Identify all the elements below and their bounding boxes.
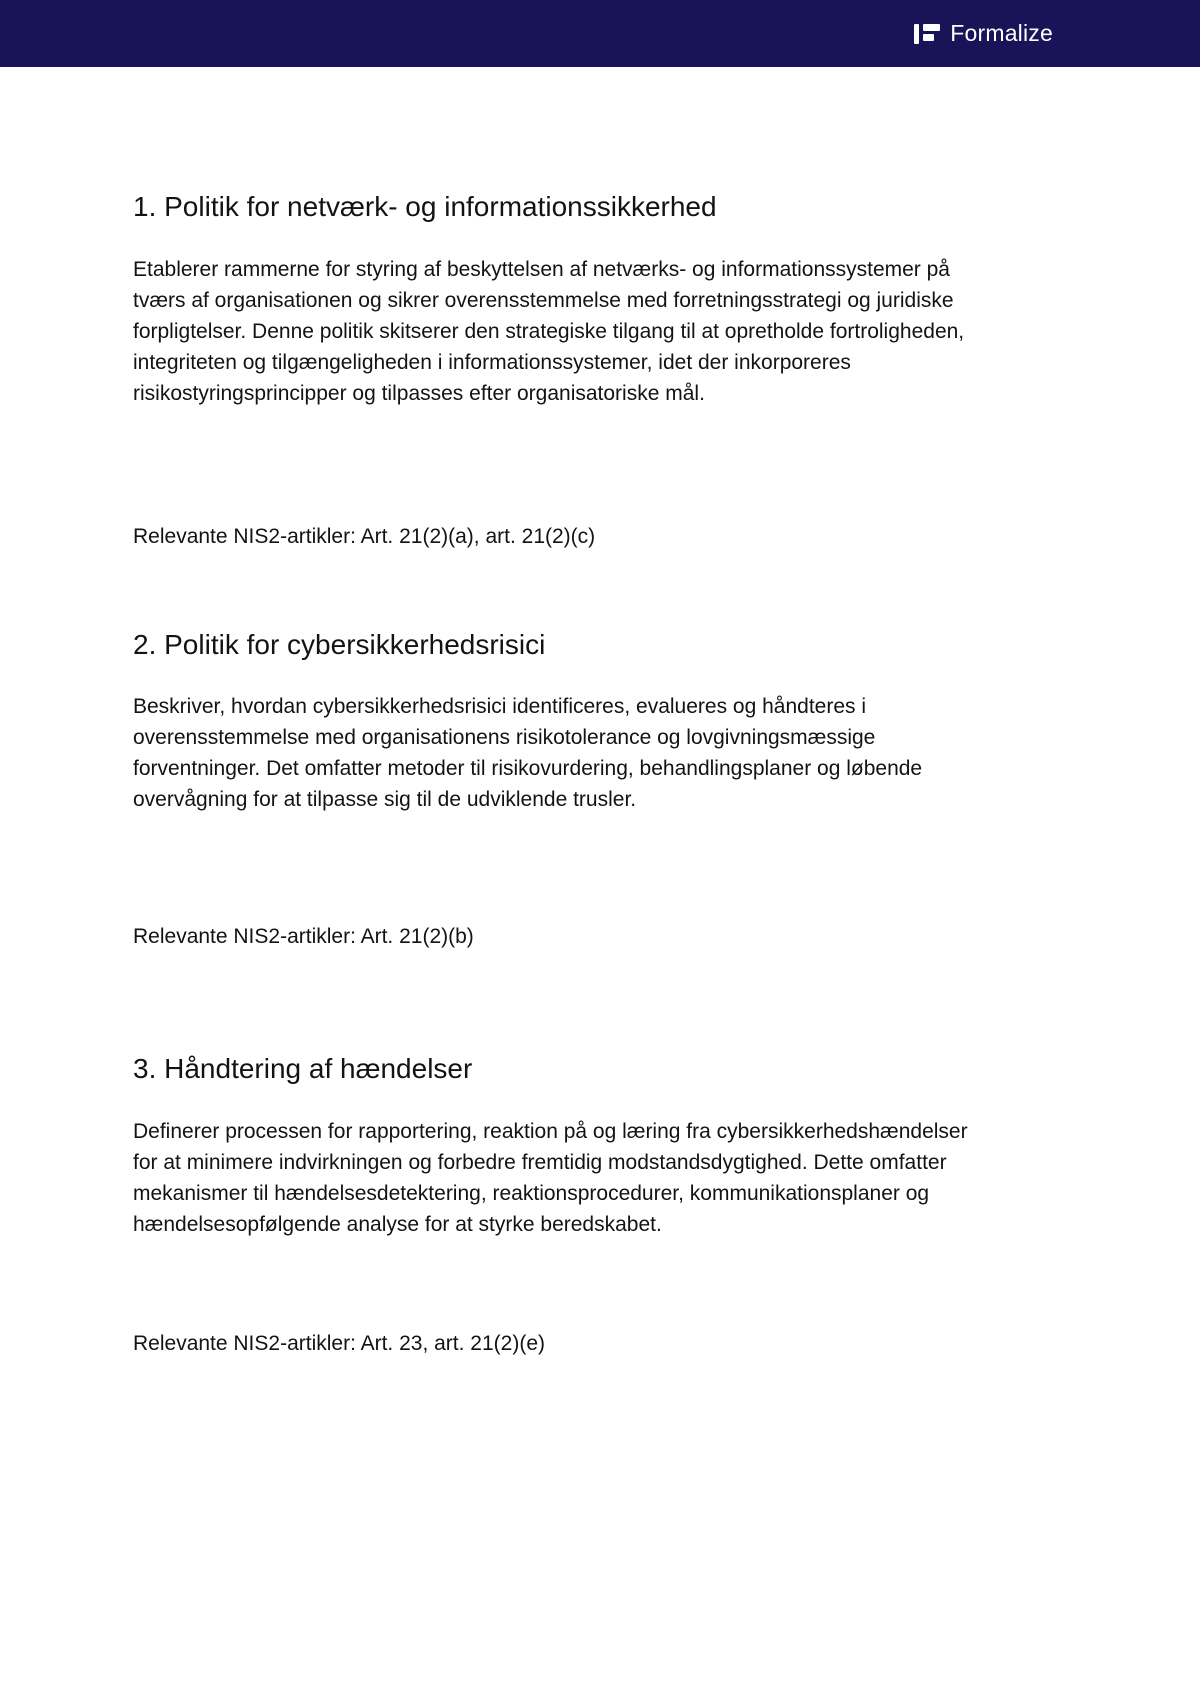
section-1-articles: Relevante NIS2-artikler: Art. 21(2)(a), art. 21(2)(c) xyxy=(133,524,596,548)
policy-section-1 xyxy=(133,190,991,552)
policy-section-2 xyxy=(133,628,991,953)
brand-logo xyxy=(914,20,1053,47)
section-1-heading: 1. Politik for netværk- og informationssikkerhed xyxy=(133,191,717,222)
brand-name: Formalize xyxy=(950,20,1053,46)
formalize-logo-icon xyxy=(914,23,940,45)
policy-section-3 xyxy=(133,1052,991,1359)
section-3-heading: 3. Håndtering af hændelser xyxy=(133,1053,473,1085)
section-1-body: Etablerer rammerne for styring af beskyttelsen af netværks- og informationssystemer på tværs af organisationen og sikrer overensstemmelse med forretningsstrategi og juridiske forpligtelser. Denne politik skitserer den strategiske tilgang til at opretholde fortroligheden, integriteten og tilgængeligheden i informationssystemer, idet der inkorporeres risikostyringsprincipper og tilpasses efter organisatoriske mål. xyxy=(133,257,965,405)
document-content xyxy=(133,190,991,1359)
section-3-articles: Relevante NIS2-artikler: Art. 23, art. 21(2)(e) xyxy=(133,1331,545,1355)
section-3-body: Definerer processen for rapportering, reaktion på og læring fra cybersikkerhedshændelser for at minimere indvirkningen og forbedre fremtidig modstandsdygtighed. Dette omfatter mekanismer til hændelsesdetektering, reaktionsprocedurer, kommunikationsplaner og hændelsesopfølgende analyse for at styrke beredskabet. xyxy=(133,1119,968,1236)
header-bar xyxy=(0,0,1200,67)
section-2-heading: 2. Politik for cybersikkerhedsrisici xyxy=(133,628,546,660)
section-2-articles: Relevante NIS2-artikler: Art. 21(2)(b) xyxy=(133,925,474,949)
section-2-body: Beskriver, hvordan cybersikkerhedsrisici identificeres, evalueres og håndteres i overensstemmelse med organisationens risikotolerance og lovgivningsmæssige forventninger. Det omfatter metoder til risikovurdering, behandlingsplaner og løbende overvågning for at tilpasse sig til de udviklende trusler. xyxy=(133,695,923,812)
